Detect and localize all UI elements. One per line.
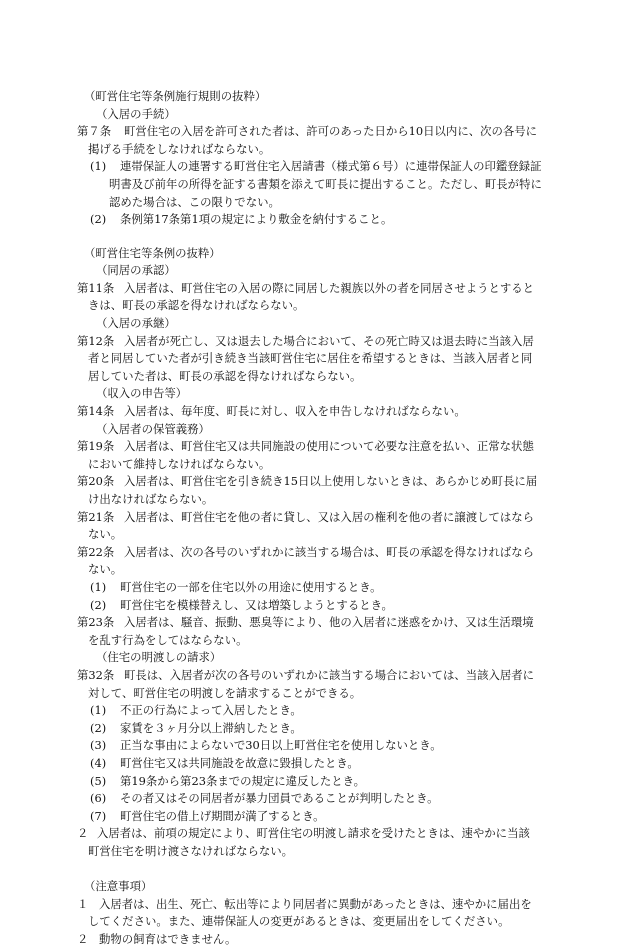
item-number: (2) [90, 212, 107, 227]
item-text-line: 町営住宅の借上げ期間が満了するとき。 [120, 808, 325, 823]
article-text-line: ない。 [88, 527, 123, 542]
article-text-line: 居していた者は、町長の承認を得なければならない。 [88, 368, 362, 383]
notes-title: （注意事項） [84, 879, 153, 894]
note-number: ２ [77, 932, 89, 947]
note-text-line: 入居者は、出生、死亡、転出等により同居者に異動があったときは、速やかに届出を [99, 896, 532, 911]
article-text-line: 町長は、入居者が次の各号のいずれかに該当する場合においては、当該入居者に [124, 668, 535, 683]
item-number: (1) [90, 703, 107, 718]
article-text-line: 対して、町営住宅の明渡しを請求することができる。 [88, 685, 362, 700]
item-text-line: 正当な事由によらないで30日以上町営住宅を使用しないとき。 [120, 738, 442, 753]
article-text-line: 入居者は、町営住宅を引き続き15日以上使用しないときは、あらかじめ町長に届 [124, 474, 538, 489]
article-caption: （収入の申告等） [96, 386, 188, 401]
item-text-line: その者又はその同居者が暴力団員であることが判明したとき。 [120, 791, 439, 806]
item-number: (4) [90, 756, 107, 771]
article-text-line: 入居者は、騒音、振動、悪臭等により、他の入居者に迷惑をかけ、又は生活環境 [124, 615, 534, 630]
section-title: （町営住宅等条例施行規則の抜粋） [84, 89, 267, 103]
article-text-line: を乱す行為をしてはならない。 [88, 632, 248, 647]
paragraph-number: ２ [77, 826, 89, 841]
item-text-line: 第19条から第23条までの規定に違反したとき。 [120, 773, 365, 788]
item-text-line: 不正の行為によって入居したとき。 [120, 703, 302, 718]
item-text-line: 町営住宅を模様替えし、又は増築しようとするとき。 [120, 597, 393, 612]
article-caption: （入居者の保管義務） [96, 421, 210, 436]
note-text-line: してください。また、連帯保証人の変更があるときは、変更届出をしてください。 [88, 914, 510, 929]
article-number: 第14条 [77, 404, 115, 419]
item-number: (6) [90, 791, 107, 806]
article-number: 第７条 [77, 124, 112, 139]
article-number: 第20条 [77, 474, 115, 489]
article-caption: （同居の承認） [96, 263, 176, 278]
item-text-line: 連帯保証人の連署する町営住宅入居請書（様式第６号）に連帯保証人の印鑑登録証 [120, 159, 542, 174]
article-number: 第21条 [77, 509, 115, 524]
article-text-line: 者と同居していた者が引き続き当該町営住宅に居住を希望するときは、当該入居者と同 [88, 351, 533, 366]
article-number: 第12条 [77, 333, 115, 348]
article-text-line: きは、町長の承認を得なければならない。 [88, 298, 305, 313]
article-text-line: 入居者は、町営住宅又は共同施設の使用について必要な注意を払い、正常な状態 [124, 439, 534, 454]
item-text-line: 町営住宅又は共同施設を故意に毀損したとき。 [120, 756, 359, 771]
item-number: (1) [90, 159, 107, 174]
note-number: １ [77, 896, 89, 911]
item-number: (3) [90, 738, 107, 753]
item-number: (7) [90, 808, 107, 823]
item-number: (2) [90, 597, 107, 612]
article-caption: （入居の承継） [96, 316, 176, 331]
article-text-line: 掲げる手続をしなければならない。 [88, 141, 271, 156]
item-text-line: 家賃を３ヶ月分以上滞納したとき。 [120, 720, 302, 735]
article-text-line: ない。 [88, 562, 123, 577]
article-text-line: 入居者は、町営住宅の入居の際に同居した親族以外の者を同居させようとすると [124, 280, 535, 295]
paragraph-text-line: 入居者は、前項の規定により、町営住宅の明渡し請求を受けたときは、速やかに当該 [97, 826, 530, 841]
article-caption: （住宅の明渡しの請求） [96, 650, 222, 665]
item-number: (5) [90, 773, 107, 788]
article-text-line: 入居者が死亡し、又は退去した場合において、その死亡時又は退去時に当該入居 [124, 333, 534, 348]
item-number: (2) [90, 720, 107, 735]
item-text-line: 町営住宅の一部を住宅以外の用途に使用するとき。 [120, 580, 382, 595]
article-number: 第23条 [77, 615, 115, 630]
item-text-line: 明書及び前年の所得を証する書類を添えて町長に提出すること。ただし、町長が特に [109, 177, 542, 191]
note-text-line: 動物の飼育はできません。 [99, 932, 237, 947]
article-number: 第11条 [77, 280, 115, 295]
item-text-line: 条例第17条第1項の規定により敷金を納付すること。 [120, 212, 393, 227]
section-title: （町営住宅等条例の抜粋） [84, 245, 221, 260]
article-caption: （入居の手続） [96, 106, 176, 121]
article-number: 第32条 [77, 668, 115, 683]
article-number: 第19条 [77, 439, 115, 454]
article-text-line: 入居者は、次の各号のいずれかに該当する場合は、町長の承認を得なければなら [124, 544, 535, 559]
article-text-line: 入居者は、町営住宅を他の者に貸し、又は入居の権利を他の者に譲渡してはなら [124, 509, 535, 524]
article-text-line: 入居者は、毎年度、町長に対し、収入を申告しなければならない。 [124, 404, 466, 419]
paragraph-text-line: 町営住宅を明け渡さなければならない。 [88, 844, 294, 859]
article-number: 第22条 [77, 544, 115, 559]
article-text-line: け出なければならない。 [88, 492, 214, 507]
item-number: (1) [90, 580, 107, 595]
item-text-line: 認めた場合は、この限りでない。 [109, 194, 280, 209]
article-text-line: において維持しなければならない。 [88, 456, 271, 471]
article-text-line: 町営住宅の入居を許可された者は、許可のあった日から10日以内に、次の各号に [124, 124, 538, 139]
